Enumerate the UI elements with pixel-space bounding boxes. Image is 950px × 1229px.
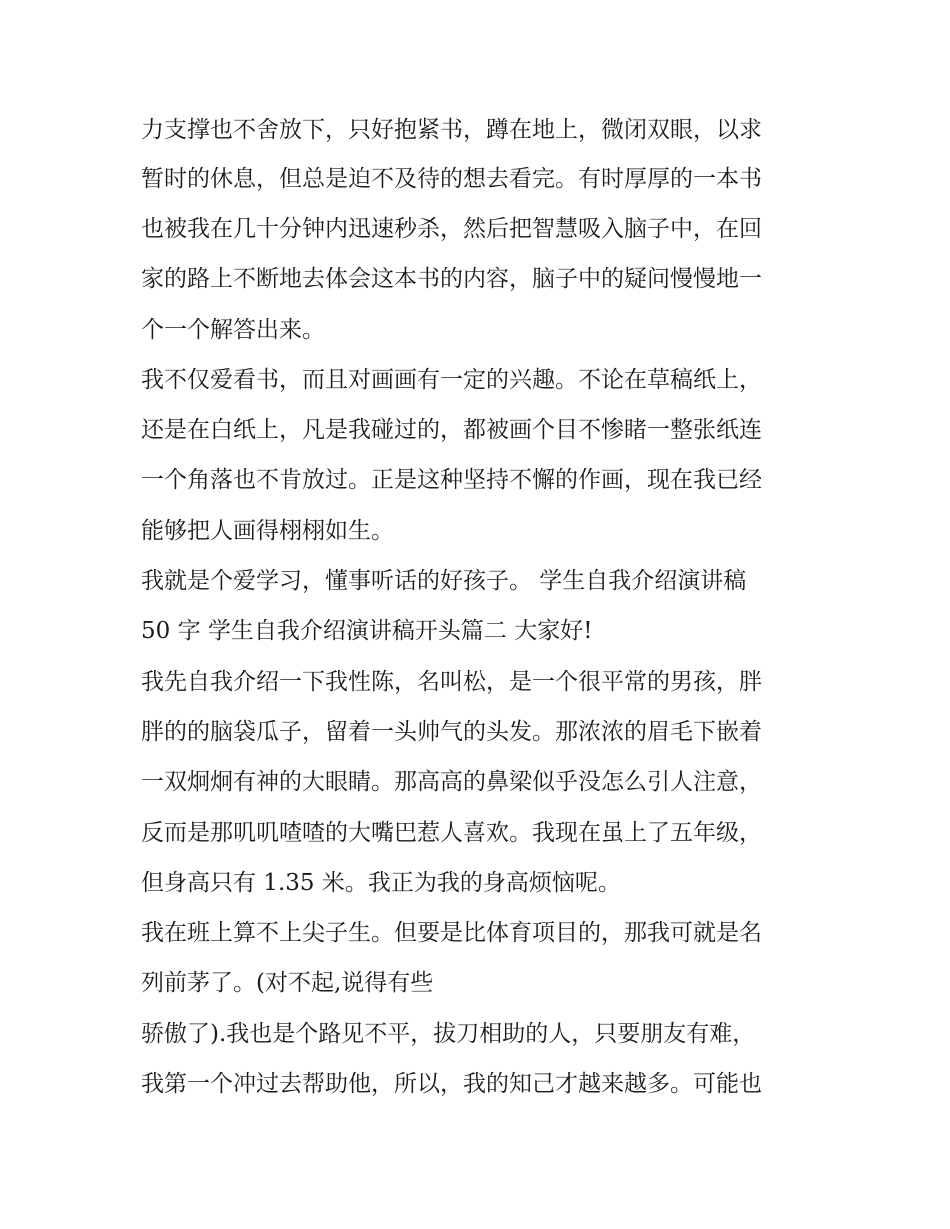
text-line: 我先自我介绍一下我性陈，名叫松，是一个很平常的男孩，胖: [141, 669, 762, 695]
text-line: 我第一个冲过去帮助他，所以，我的知己才越来越多。可能也: [141, 1071, 762, 1097]
text-line: 但身高只有 1.35 米。我正为我的身高烦恼呢。: [141, 870, 621, 896]
text-line: 骄傲了).我也是个路见不平，拔刀相助的人，只要朋友有难，: [141, 1021, 756, 1047]
text-line: 暂时的休息，但总是迫不及待的想去看完。有时厚厚的一本书: [141, 166, 762, 192]
text-line: 个一个解答出来。: [141, 317, 325, 343]
text-line: 我在班上算不上尖子生。但要是比体育项目的，那我可就是名: [141, 920, 762, 946]
text-line: 家的路上不断地去体会这本书的内容，脑子中的疑问慢慢地一: [141, 266, 762, 292]
text-line: 也被我在几十分钟内迅速秒杀，然后把智慧吸入脑子中，在回: [141, 216, 762, 242]
text-line: 还是在白纸上，凡是我碰过的，都被画个目不惨睹一整张纸连: [141, 417, 762, 443]
text-line: 我不仅爱看书，而且对画画有一定的兴趣。不论在草稿纸上，: [141, 367, 762, 393]
text-line: 列前茅了。(对不起,说得有些: [141, 970, 434, 996]
text-line: 反而是那叽叽喳喳的大嘴巴惹人喜欢。我现在虽上了五年级，: [141, 820, 762, 846]
text-line: 一双炯炯有神的大眼睛。那高高的鼻梁似乎没怎么引人注意，: [141, 769, 762, 795]
text-line: 一个角落也不肯放过。正是这种坚持不懈的作画，现在我已经: [141, 467, 762, 493]
text-line: 我就是个爱学习，懂事听话的好孩子。 学生自我介绍演讲稿: [141, 568, 747, 594]
text-line: 能够把人画得栩栩如生。: [141, 518, 394, 544]
text-line: 50 字 学生自我介绍演讲稿开头篇二 大家好!: [141, 618, 593, 644]
text-line: 胖的的脑袋瓜子，留着一头帅气的头发。那浓浓的眉毛下嵌着: [141, 719, 762, 745]
text-line: 力支撑也不舍放下，只好抱紧书，蹲在地上，微闭双眼，以求: [141, 117, 762, 143]
